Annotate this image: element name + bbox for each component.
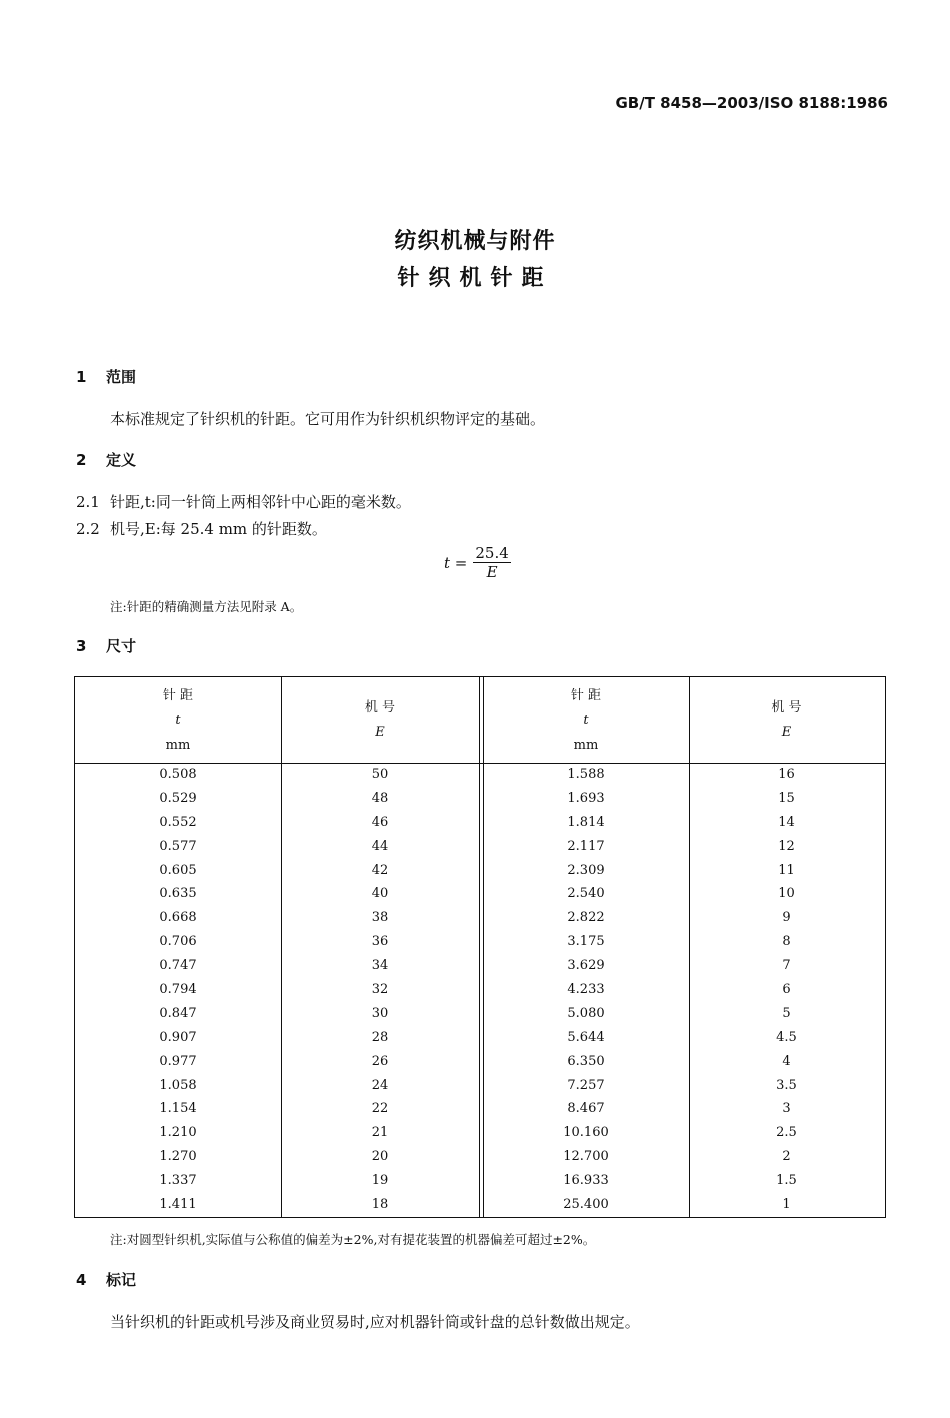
formula-lhs: t = — [444, 553, 468, 572]
double-divider-left — [479, 677, 480, 1217]
table-cell: 1.154 — [159, 1101, 197, 1117]
table-cell: 5.644 — [567, 1029, 605, 1045]
table-cell: 2.117 — [567, 838, 605, 854]
table-cell: 9 — [782, 910, 791, 926]
table-cell: 26 — [371, 1053, 389, 1069]
table-cell: 5.080 — [567, 1005, 605, 1021]
table-cell: 1.337 — [159, 1173, 197, 1189]
table-cell: 48 — [371, 790, 389, 806]
table-cell: 15 — [778, 790, 795, 806]
definition-2-1-text: 针距,t:同一针筒上两相邻针中心距的毫米数。 — [110, 493, 411, 511]
table-cell: 34 — [371, 958, 389, 974]
section-2-title: 定义 — [106, 451, 137, 469]
section-4-text: 当针织机的针距或机号涉及商业贸易时,应对机器针筒或针盘的总针数做出规定。 — [110, 1313, 640, 1331]
table-cell: 30 — [371, 1005, 389, 1021]
table-cell: 1.814 — [567, 814, 605, 830]
table-cell: 11 — [778, 862, 795, 878]
section-4-number: 4 — [76, 1271, 87, 1289]
table-cell: 14 — [778, 814, 795, 830]
table-cell: 0.605 — [159, 862, 197, 878]
section-3-number: 3 — [76, 637, 87, 655]
definition-2-2 — [76, 518, 327, 539]
table-cell: 21 — [371, 1125, 389, 1141]
section-3-title: 尺寸 — [106, 637, 137, 655]
formula-numerator: 25.4 — [475, 544, 509, 562]
table-cell: 8 — [782, 934, 791, 950]
definition-2-1-number: 2.1 — [76, 493, 100, 511]
table-cell: 16 — [778, 767, 795, 782]
section-4-heading — [76, 1269, 136, 1290]
table-cell: 16.933 — [563, 1173, 609, 1189]
header-pitch-label: 针 距 — [162, 687, 194, 703]
table-cell: 8.467 — [567, 1101, 605, 1117]
table-cell: 1.693 — [567, 790, 605, 806]
table-cell: 2.5 — [776, 1125, 797, 1141]
pitch-formula — [444, 544, 511, 581]
table-cell: 10 — [778, 886, 795, 902]
table-cell: 19 — [371, 1173, 389, 1189]
table-cell: 25.400 — [563, 1197, 609, 1213]
table-cell: 3 — [782, 1101, 791, 1117]
table-cell: 0.577 — [159, 838, 197, 854]
table-cell: 12.700 — [563, 1149, 609, 1165]
table-cell: 38 — [371, 910, 389, 926]
table-cell: 0.552 — [159, 814, 197, 830]
header-pitch-left — [75, 677, 281, 763]
table-cell: 0.508 — [159, 767, 197, 782]
table-note: 注:对圆型针织机,实际值与公称值的偏差为±2%,对有提花装置的机器偏差可超过±2%。 — [110, 1232, 596, 1247]
table-cell: 1.270 — [159, 1149, 197, 1165]
section-4-title: 标记 — [106, 1271, 137, 1289]
table-cell: 40 — [371, 886, 389, 902]
table-cell: 18 — [371, 1197, 389, 1213]
formula-denominator: E — [486, 563, 498, 581]
table-cell: 2.540 — [567, 886, 605, 902]
table-cell: 1.210 — [159, 1125, 197, 1141]
formula-fraction — [473, 544, 510, 581]
section-2-number: 2 — [76, 451, 87, 469]
header-gauge-symbol: E — [781, 725, 792, 740]
table-cell: 1.058 — [159, 1077, 197, 1093]
section-2-heading — [76, 449, 136, 470]
table-cell: 2.822 — [567, 910, 605, 926]
table-cell: 7 — [782, 958, 791, 974]
header-pitch-unit: mm — [573, 737, 599, 753]
table-cell: 24 — [371, 1077, 389, 1093]
table-cell: 44 — [371, 838, 389, 854]
header-pitch-symbol: t — [583, 712, 589, 728]
column-left-pitch — [75, 763, 281, 1217]
table-cell: 6 — [782, 982, 791, 998]
header-pitch-unit: mm — [165, 737, 191, 753]
column-right-pitch — [483, 763, 689, 1217]
table-cell: 20 — [371, 1149, 389, 1165]
table-cell: 3.175 — [567, 934, 605, 950]
header-pitch-label: 针 距 — [570, 687, 602, 703]
header-gauge-symbol: E — [375, 725, 385, 740]
table-cell: 5 — [782, 1005, 791, 1021]
section-2-note: 注:针距的精确测量方法见附录 A。 — [110, 599, 303, 614]
table-cell: 32 — [371, 982, 389, 998]
table-cell: 50 — [371, 767, 389, 782]
table-cell: 7.257 — [567, 1077, 605, 1093]
table-cell: 1.5 — [776, 1173, 797, 1189]
table-cell: 4.5 — [776, 1029, 797, 1045]
header-gauge-label: 机 号 — [771, 700, 802, 715]
table-cell: 0.977 — [159, 1053, 197, 1069]
table-cell: 0.529 — [159, 790, 197, 806]
table-cell: 42 — [371, 862, 389, 878]
header-gauge-label: 机 号 — [364, 700, 396, 715]
document-title: 纺织机械与附件 — [394, 229, 556, 254]
table-cell: 1.411 — [159, 1197, 197, 1213]
header-pitch-symbol: t — [175, 712, 181, 728]
table-cell: 1 — [782, 1197, 791, 1213]
table-cell: 10.160 — [563, 1125, 609, 1141]
column-left-gauge — [281, 763, 479, 1217]
table-cell: 3.629 — [567, 958, 605, 974]
document-subtitle: 针织机针距 — [397, 266, 553, 291]
table-cell: 2 — [782, 1149, 791, 1165]
table-cell: 4 — [782, 1053, 791, 1069]
section-1-heading — [76, 366, 136, 387]
table-cell: 28 — [371, 1029, 389, 1045]
section-1-title: 范围 — [106, 368, 137, 386]
table-cell: 3.5 — [776, 1077, 797, 1093]
header-gauge-left — [281, 677, 479, 763]
table-cell: 36 — [371, 934, 389, 950]
section-1-number: 1 — [76, 368, 87, 386]
pitch-gauge-table — [74, 676, 886, 1218]
table-cell: 1.588 — [567, 767, 605, 782]
definition-2-1 — [76, 491, 411, 512]
section-1-text: 本标准规定了针织机的针距。它可用作为针织机织物评定的基础。 — [110, 410, 546, 428]
table-cell: 0.668 — [159, 910, 197, 926]
table-cell: 4.233 — [567, 982, 605, 998]
table-cell: 0.635 — [159, 886, 197, 902]
standard-code: GB/T 8458—2003/ISO 8188:1986 — [615, 94, 888, 112]
definition-2-2-text: 机号,E:每 25.4 mm 的针距数。 — [110, 520, 327, 538]
table-cell: 0.847 — [159, 1005, 197, 1021]
table-cell: 0.794 — [159, 982, 197, 998]
table-cell: 22 — [371, 1101, 389, 1117]
table-cell: 2.309 — [567, 862, 605, 878]
column-right-gauge — [689, 763, 884, 1217]
table-cell: 0.747 — [159, 958, 197, 974]
section-3-heading — [76, 635, 136, 656]
table-cell: 46 — [371, 814, 389, 830]
header-pitch-right — [483, 677, 689, 763]
definition-2-2-number: 2.2 — [76, 520, 100, 538]
table-cell: 0.907 — [159, 1029, 197, 1045]
table-cell: 12 — [778, 838, 795, 854]
table-cell: 0.706 — [159, 934, 197, 950]
header-gauge-right — [689, 677, 884, 763]
table-cell: 6.350 — [567, 1053, 605, 1069]
